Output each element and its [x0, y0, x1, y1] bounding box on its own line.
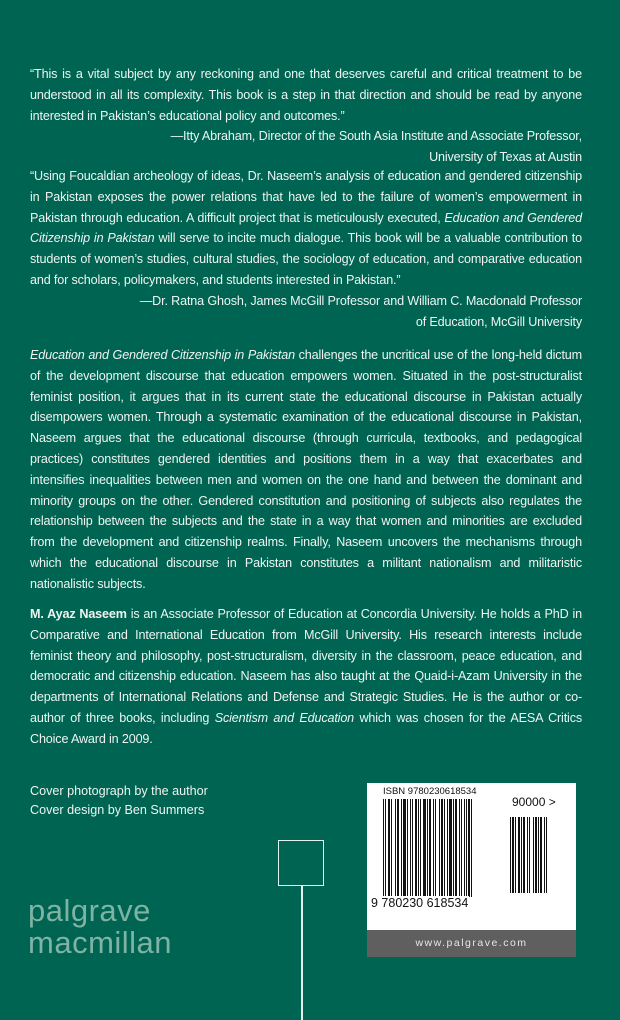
barcode-bars-icon — [383, 799, 483, 897]
publisher-logo: palgrave macmillan — [28, 893, 173, 960]
quote-attribution: —Dr. Ratna Ghosh, James McGill Professor and William C. Macdonald Professor of Education, McGill University — [139, 293, 582, 329]
author-name: M. Ayaz Naseem — [30, 607, 127, 621]
book-description: Education and Gendered Citizenship in Pakistan challenges the uncritical use of the long-held dictum of the development discourse that education empowers women. Situated in the post-structuralist feminist position, it argues that in its current state the educational discourse in Pakistan actually disempowers women. Through a systematic examination of the educational discourse in Pakistan, Naseem argues that the educational discourse (through curricula, textbooks, and pedagogical practices) constitutes gendered identities and positions them in a way that exacerbates and intensifies inequalities between men and women on the one hand and between the dominant and minority groups on the other. Gendered constitution and positioning of subjects also regulates the relationship between the subjects and the state in a way that women and minorities are excluded from the development and citizenship realms. Finally, Naseem uncovers the mechanisms through which the educational discourse in Pakistan constitutes a militant nationalism and militaristic nationalistic subjects. — [30, 348, 583, 591]
book-title: Education and Gendered Citizenship in Pakistan — [30, 348, 295, 362]
price-code: 90000 > — [512, 795, 556, 809]
design-credit: Cover design by Ben Summers — [30, 803, 205, 817]
isbn-barcode — [367, 783, 576, 930]
endorsement-quote-1 — [30, 64, 582, 168]
cover-credits — [30, 782, 208, 820]
addon-barcode-icon — [510, 817, 568, 893]
endorsement-quote-2 — [30, 166, 582, 332]
publisher-url: www.palgrave.com — [367, 930, 576, 957]
signpost-pole-icon — [301, 886, 303, 1020]
photo-credit: Cover photograph by the author — [30, 784, 208, 798]
isbn-label: ISBN 9780230618534 — [383, 786, 477, 797]
signpost-square-icon — [278, 840, 324, 886]
barcode-digits: 9 780230 618534 — [371, 896, 469, 910]
quote-text: “Using Foucaldian archeology of ideas, Dr. Naseem’s analysis of education and gendered citizenship in Pakistan exposes the power relations that have led to the failure of women’s empowerment in Pakistan through education. A difficult project that is meticulously executed, Education and Gendered Citizenship in Pakistan will serve to incite much dialogue. This book will be a valuable contribution to students of women’s studies, cultural studies, the sociology of education, and comparative education and for scholars, policymakers, and students interested in Pakistan.” — [30, 169, 582, 287]
author-bio: M. Ayaz Naseem is an Associate Professor of Education at Concordia University. He holds a PhD in Comparative and International Education from McGill University. His research interests include feminist theory and philosophy, post-structuralism, diversity in the classroom, peace education, and democratic and citizenship education. Naseem has also taught at the Quaid-i-Azam University in the departments of International Relations and Defense and Strategic Studies. He is the author or co-author of three books, including Scientism and Education which was chosen for the AESA Critics Choice Award in 2009. — [30, 607, 582, 746]
quote-attribution: —Itty Abraham, Director of the South Asia Institute and Associate Professor, University of Texas at Austin — [170, 129, 582, 165]
quote-text: “This is a vital subject by any reckoning and one that deserves careful and critical treatment to be understood in all its complexity. This book is a step in that direction and should be read by anyone interested in Pakistan’s educational policy and outcomes.” — [30, 67, 582, 123]
